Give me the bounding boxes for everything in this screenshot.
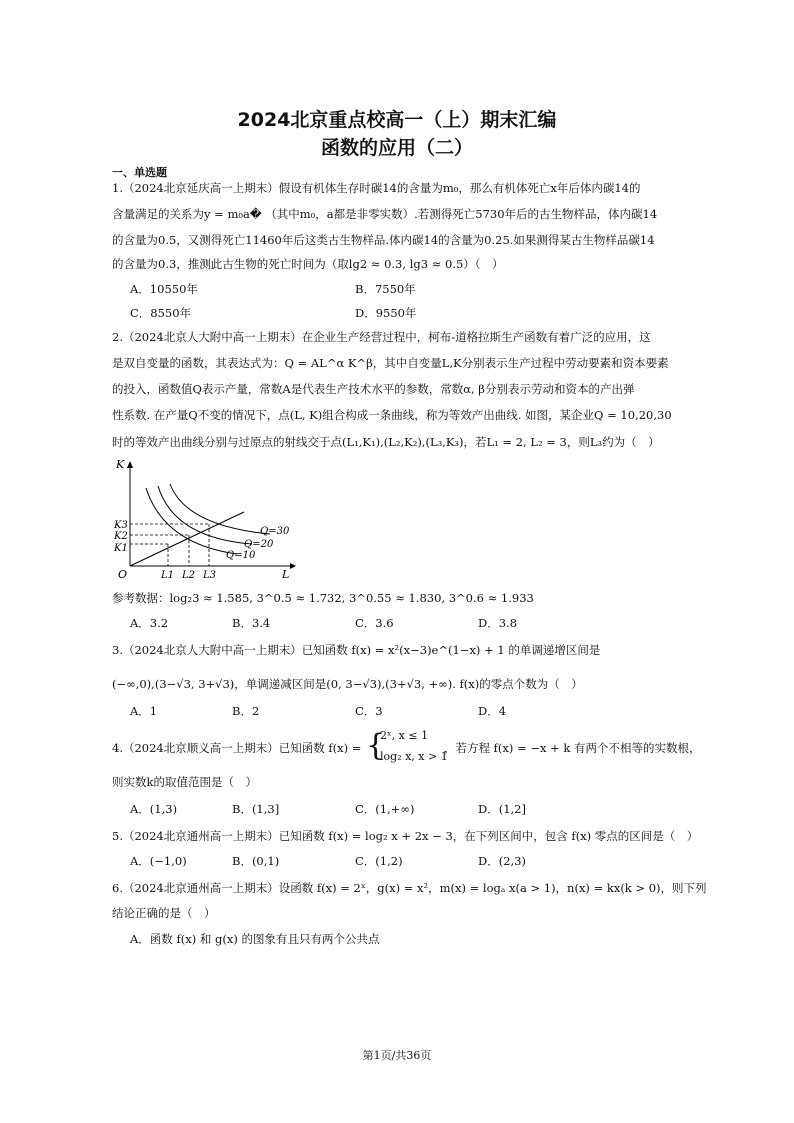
k-axis-label: K	[116, 458, 125, 471]
document-title: 2024北京重点校高一（上）期末汇编	[237, 109, 557, 131]
q2-reference-data: 参考数据：log₂3 ≈ 1.585, 3^0.5 ≈ 1.732, 3^0.55 ≈ 1.830, 3^0.6 ≈ 1.933	[112, 591, 534, 605]
isoquant-figure	[112, 458, 302, 580]
q1-line-2: 含量满足的关系为y = m₀a� （其中m₀，a都是非零实数）.若测得死亡5730年后的古生物样品，体内碳14	[112, 207, 658, 221]
q4-line-2: 则实数k的取值范围是（ ）	[112, 775, 257, 789]
q3-option-d: D．4	[478, 704, 507, 718]
q2-line-4: 性系数. 在产量Q不变的情况下，点(L, K)组合构成一条曲线，称为等效产出曲线. 如图，某企业Q = 10,20,30	[112, 408, 672, 422]
q2-option-b: B．3.4	[232, 616, 271, 630]
q3-line-1: 3.（2024北京人大附中高一上期末）已知函数 f(x) = x²(x−3)e^(1−x) + 1 的单调递增区间是	[112, 643, 601, 657]
q1-option-d: D．9550年	[355, 306, 417, 320]
q1-option-b: B．7550年	[355, 282, 416, 296]
q5-line-1: 5.（2024北京通州高一上期末）已知函数 f(x) = log₂ x + 2x − 3，在下列区间中，包含 f(x) 零点的区间是（ ）	[112, 829, 699, 843]
q6-line-1: 6.（2024北京通州高一上期末）设函数 f(x) = 2ˣ，g(x) = x²，m(x) = logₐ x(a > 1)，n(x) = kx(k > 0)，则下列	[112, 881, 707, 895]
q2-line-5: 时的等效产出曲线分别与过原点的射线交于点(L₁,K₁),(L₂,K₂),(L₃,K₃)，若L₁ = 2, L₂ = 3，则L₃约为（ ）	[112, 435, 660, 449]
q4-option-c: C．(1,+∞)	[355, 802, 415, 816]
q5-option-b: B．(0,1)	[232, 854, 280, 868]
page-footer: 第1页/共36页	[362, 1049, 432, 1062]
l1-label: L1	[161, 570, 175, 580]
q6-option-a: A．函数 f(x) 和 g(x) 的图象有且只有两个公共点	[130, 932, 380, 946]
document-subtitle: 函数的应用（二）	[320, 137, 473, 159]
q1-line-1: 1.（2024北京延庆高一上期末）假设有机体生存时碳14的含量为m₀，那么有机体死亡x年后体内碳14的	[112, 181, 641, 195]
q4-case-1: 2ˣ, x ≤ 1	[380, 729, 429, 742]
q1-line-4: 的含量为0.3，推测此古生物的死亡时间为（取lg2 ≈ 0.3, lg3 ≈ 0.5）（ ）	[112, 257, 504, 271]
q3-option-a: A．1	[130, 704, 158, 718]
section-heading: 一、单选题	[112, 166, 167, 179]
k2-label: K2	[114, 531, 128, 542]
k1-label: K1	[114, 543, 128, 554]
q5-option-a: A．(−1,0)	[130, 854, 187, 868]
q20-label: Q=20	[244, 539, 274, 550]
q4-option-d: D．(1,2]	[478, 802, 526, 816]
q3-option-c: C．3	[355, 704, 383, 718]
q1-line-3: 的含量为0.5，又测得死亡11460年后这类古生物样品.体内碳14的含量为0.25.如果测得某古生物样品碳14	[112, 233, 655, 247]
q2-line-1: 2.（2024北京人大附中高一上期末）在企业生产经营过程中，柯布-道格拉斯生产函数有着广泛的应用，这	[112, 330, 651, 344]
q5-option-d: D．(2,3)	[478, 854, 526, 868]
q4-option-a: A．(1,3)	[130, 802, 178, 816]
q30-label: Q=30	[260, 526, 290, 537]
q3-option-b: B．2	[232, 704, 260, 718]
q2-option-a: A．3.2	[130, 616, 169, 630]
q2-line-3: 的投入，函数值Q表示产量，常数A是代表生产技术水平的参数，常数α, β分别表示劳动和资本的产出弹	[112, 382, 635, 396]
q10-label: Q=10	[226, 550, 256, 561]
l-axis-label: L	[282, 568, 290, 580]
q4-case-2: log₂ x, x > 1	[380, 750, 448, 763]
q4-option-b: B．(1,3]	[232, 802, 280, 816]
origin-label: O	[118, 568, 128, 580]
q1-option-a: A．10550年	[130, 282, 198, 296]
q6-line-2: 结论正确的是（ ）	[112, 906, 216, 920]
l2-label: L2	[182, 570, 196, 580]
l3-label: L3	[203, 570, 217, 580]
q3-line-2: (−∞,0),(3−√3, 3+√3)，单调递减区间是(0, 3−√3),(3+√3, +∞). f(x)的零点个数为（ ）	[112, 677, 583, 691]
q1-option-c: C．8550年	[130, 306, 192, 320]
q4-piecewise-brace: {	[366, 728, 386, 763]
q2-line-2: 是双自变量的函数，其表达式为：Q = AL^α K^β，其中自变量L,K分别表示生产过程中劳动要素和资本要素	[112, 356, 669, 370]
q4-line-1-prefix: 4.（2024北京顺义高一上期末）已知函数 f(x) =	[112, 741, 362, 755]
q2-option-c: C．3.6	[355, 616, 394, 630]
q5-option-c: C．(1,2)	[355, 854, 403, 868]
q2-option-d: D．3.8	[478, 616, 518, 630]
q4-line-1-suffix: ，若方程 f(x) = −x + k 有两个不相等的实数根，	[444, 741, 701, 755]
k3-label: K3	[114, 520, 128, 531]
